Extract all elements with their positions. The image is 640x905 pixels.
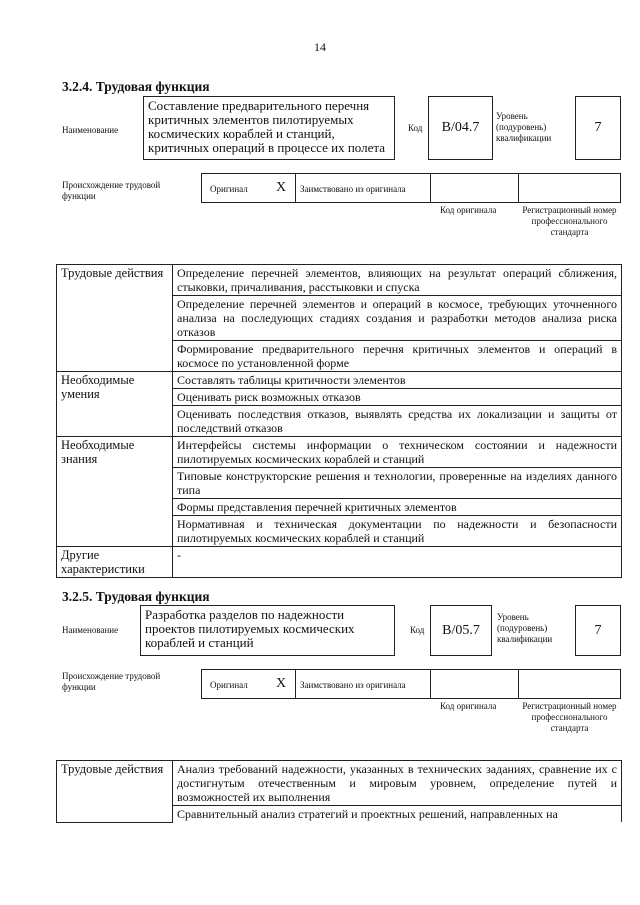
- table-cell: Интерфейсы системы информации о техническом состоянии и надежности пилотируемых космических кораблей и станций: [173, 437, 622, 468]
- name-label-324: Наименование: [62, 125, 119, 135]
- section-heading-324: 3.2.4. Трудовая функция: [62, 79, 210, 94]
- code-original-label-324: Код оригинала: [440, 205, 497, 215]
- origin-label-325: Происхождение трудовой функции: [62, 671, 161, 692]
- level-label-324: Уровень (подуровень) квалификации: [496, 111, 552, 143]
- level-value-325: 7: [575, 605, 621, 656]
- row-header: Необходимые знания: [57, 437, 173, 547]
- borrowed-label-324: Заимствовано из оригинала: [300, 184, 406, 194]
- original-label-325: Оригинал: [210, 680, 248, 690]
- table-row: [57, 547, 622, 578]
- table-row: [57, 761, 622, 806]
- divider: [295, 670, 296, 698]
- table-cell: -: [173, 547, 622, 578]
- table-cell: Типовые конструкторские решения и технологии, проверенные на изделиях данного типа: [173, 468, 622, 499]
- row-header: Необходимые умения: [57, 372, 173, 437]
- table-cell: Анализ требований надежности, указанных в технических заданиях, сравнение их с достигнутым отечественным и мировым уровнем, определение путей и возможностей их выполнения: [173, 761, 622, 806]
- divider: [430, 670, 431, 698]
- function-table-325: [56, 760, 622, 823]
- table-cell: Нормативная и техническая документации по надежности и безопасности пилотируемых космических кораблей и станций: [173, 516, 622, 547]
- code-value-324: B/04.7: [428, 96, 493, 160]
- name-value-324: Составление предварительного перечня критичных элементов пилотируемых космических кораблей и станций, критичных операций в процессе их полета: [143, 96, 395, 160]
- table-cell: Формы представления перечней критичных элементов: [173, 499, 622, 516]
- divider: [430, 174, 431, 202]
- code-original-label-325: Код оригинала: [440, 701, 497, 711]
- original-label-324: Оригинал: [210, 184, 248, 194]
- name-label-325: Наименование: [62, 625, 119, 635]
- original-mark-325: X: [276, 676, 287, 691]
- page-number: 14: [314, 40, 326, 54]
- divider: [518, 174, 519, 202]
- table-row: [57, 265, 622, 296]
- function-table-324: [56, 264, 622, 578]
- table-row: [57, 437, 622, 468]
- table-cell: Оценивать риск возможных отказов: [173, 389, 622, 406]
- row-header: Трудовые действия: [57, 265, 173, 372]
- origin-box-325: [201, 669, 621, 699]
- borrowed-label-325: Заимствовано из оригинала: [300, 680, 406, 690]
- table-cell: Формирование предварительного перечня критичных элементов и операций в космосе по установленной форме: [173, 341, 622, 372]
- table-cell: Определение перечней элементов и операций в космосе, требующих уточненного анализа на последующих стадиях создания и разработки методов анализа риска отказов: [173, 296, 622, 341]
- reg-number-label-325: Регистрационный номер профессионального стандарта: [522, 701, 617, 733]
- section-heading-325: 3.2.5. Трудовая функция: [62, 589, 210, 604]
- origin-box-324: [201, 173, 621, 203]
- code-value-325: B/05.7: [430, 605, 492, 656]
- code-label-324: Код: [408, 123, 423, 133]
- table-cell: Определение перечней элементов, влияющих на результат операций сближения, стыковки, причаливания, расстыковки и спуска: [173, 265, 622, 296]
- row-header: Трудовые действия: [57, 761, 173, 823]
- level-label-325: Уровень (подуровень) квалификации: [497, 612, 553, 644]
- code-label-325: Код: [410, 625, 425, 635]
- table-cell: Составлять таблицы критичности элементов: [173, 372, 622, 389]
- origin-label-324: Происхождение трудовой функции: [62, 180, 161, 201]
- row-header: Другие характеристики: [57, 547, 173, 578]
- level-value-324: 7: [575, 96, 621, 160]
- table-cell: Сравнительный анализ стратегий и проектных решений, направленных на: [173, 806, 622, 823]
- original-mark-324: X: [276, 180, 287, 195]
- reg-number-label-324: Регистрационный номер профессионального стандарта: [522, 205, 617, 237]
- divider: [295, 174, 296, 202]
- divider: [518, 670, 519, 698]
- table-row: [57, 372, 622, 389]
- name-value-325: Разработка разделов по надежности проектов пилотируемых космических кораблей и станций: [140, 605, 395, 656]
- table-cell: Оценивать последствия отказов, выявлять средства их локализации и защиты от последствий отказов: [173, 406, 622, 437]
